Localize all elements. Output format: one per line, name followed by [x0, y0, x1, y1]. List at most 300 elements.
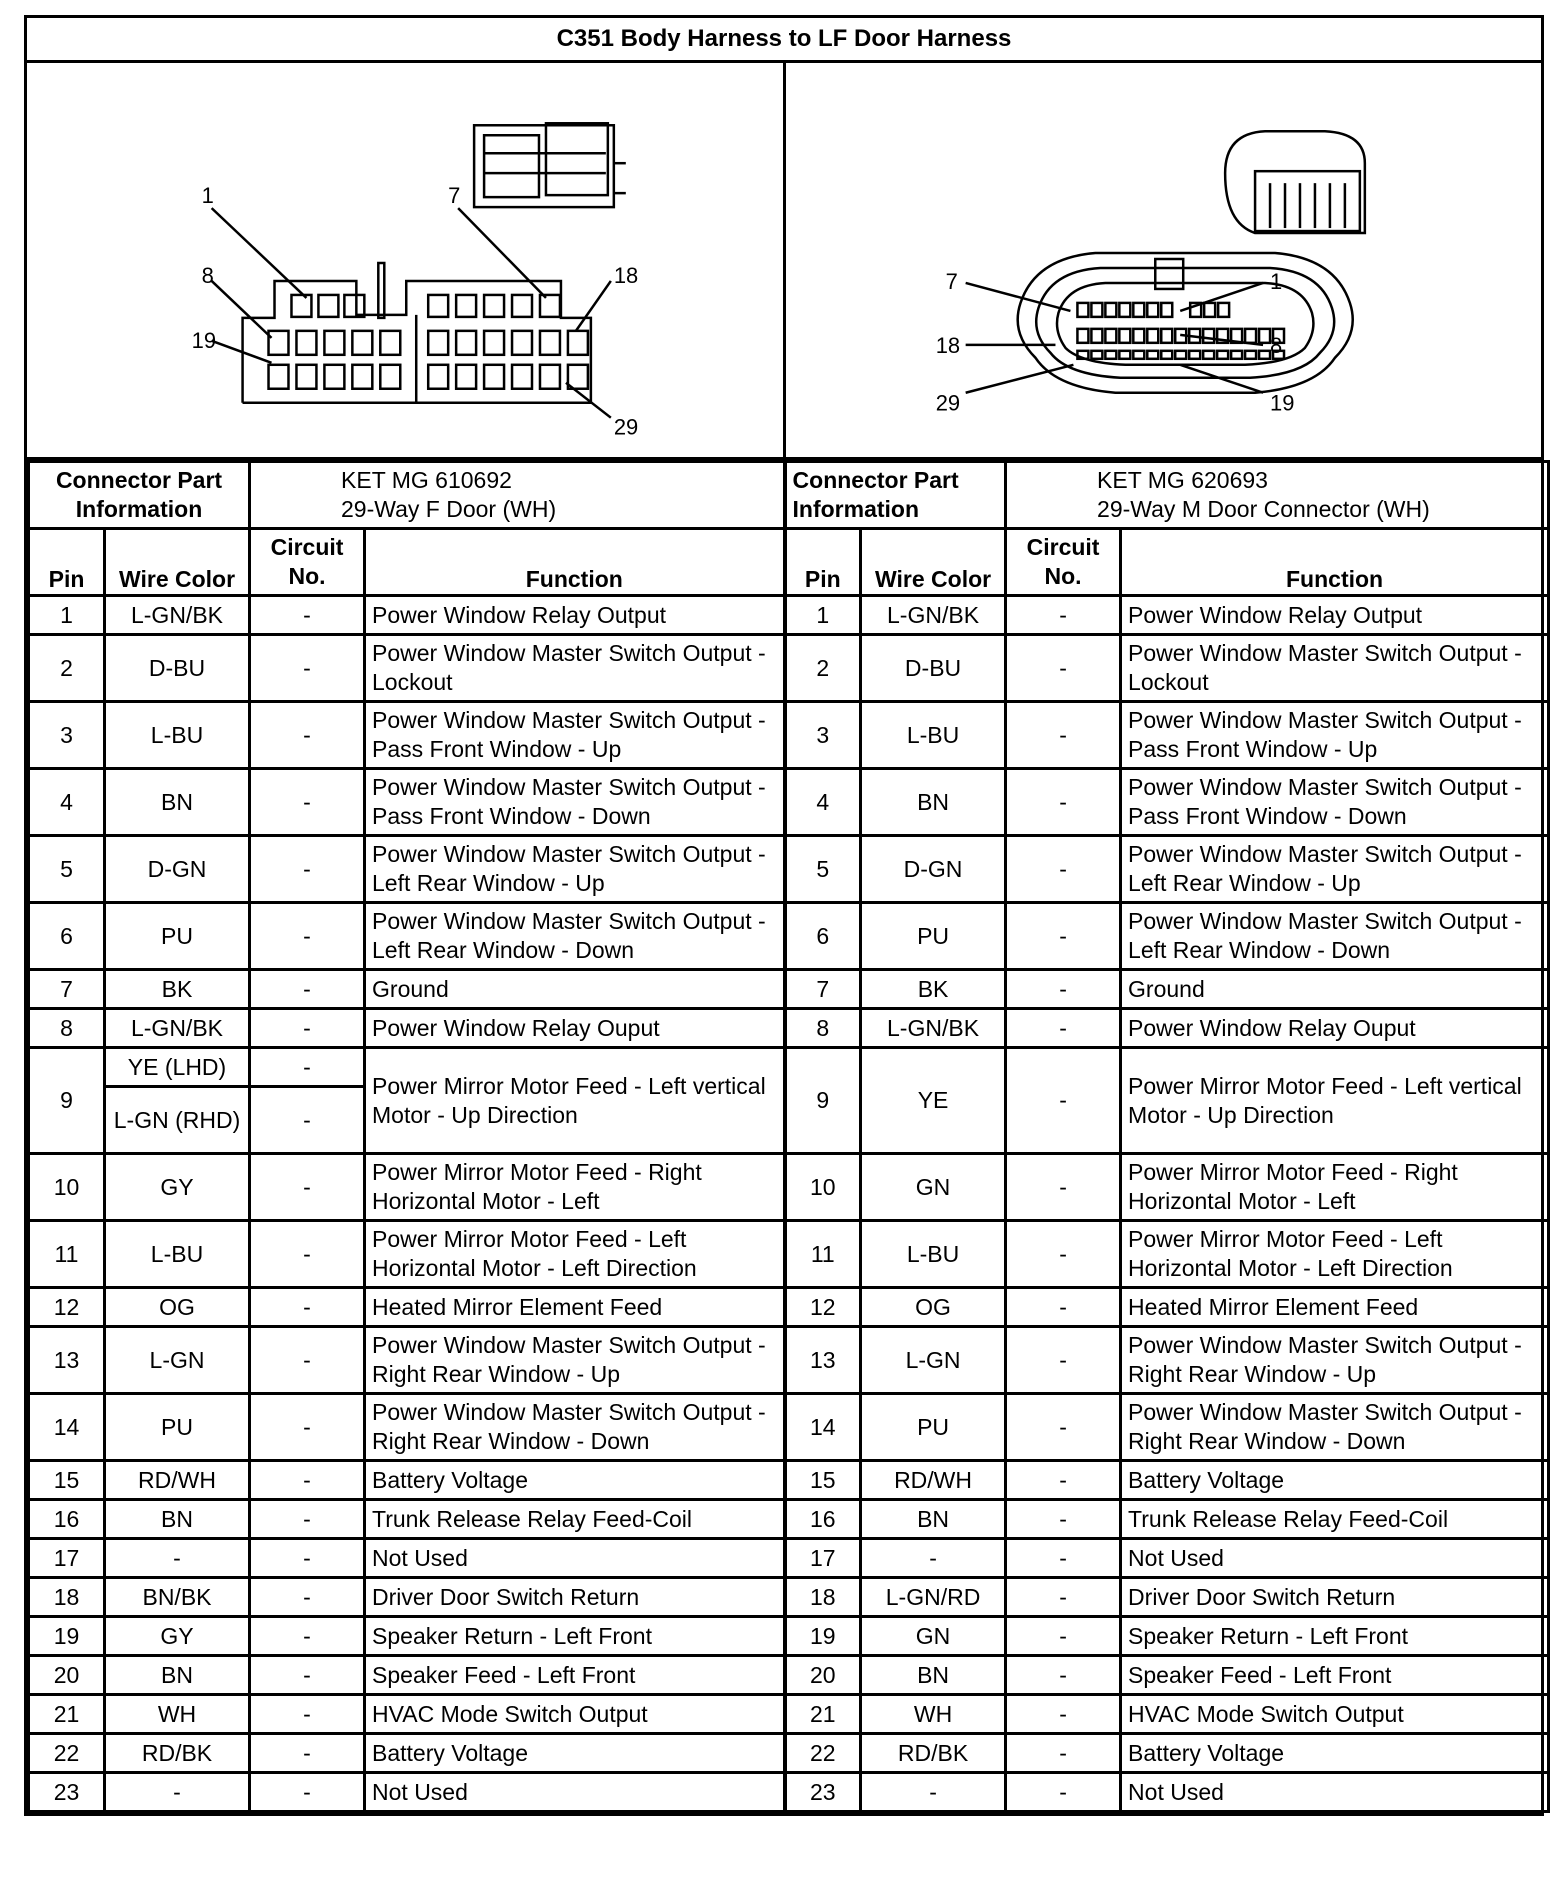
right-circuit: -	[1006, 1773, 1121, 1812]
pin-cell: 22	[785, 1734, 861, 1773]
table-row	[29, 1734, 1549, 1773]
pin-cavity	[1147, 351, 1158, 359]
pin-cell: 3	[785, 702, 861, 769]
right-circuit: -	[1006, 1048, 1121, 1154]
left-circuit: -	[250, 1154, 365, 1221]
left-function: Power Window Master Switch Output - Right Rear Window - Up	[365, 1327, 785, 1394]
left-function: Power Window Master Switch Output - Left Rear Window - Up	[365, 836, 785, 903]
right-connector-iso-icon	[1225, 131, 1365, 233]
pin-cavity	[318, 295, 338, 317]
pin-cavity	[296, 331, 316, 355]
left-wire-color: PU	[105, 903, 250, 970]
right-function: Power Window Master Switch Output - Lockout	[1121, 635, 1549, 702]
pin-cavity	[1161, 303, 1172, 317]
left-wire-color: D-GN	[105, 836, 250, 903]
pin-cell: 21	[29, 1695, 105, 1734]
left-wire-color: RD/WH	[105, 1461, 250, 1500]
pin-cell: 6	[29, 903, 105, 970]
left-wire-color: GY	[105, 1154, 250, 1221]
table-row	[29, 1394, 1549, 1461]
pin-cell: 18	[785, 1578, 861, 1617]
right-part-description: 29-Way M Door Connector (WH)	[1097, 496, 1430, 522]
right-circuit: -	[1006, 1617, 1121, 1656]
right-function: Battery Voltage	[1121, 1734, 1549, 1773]
right-function: Power Window Master Switch Output - Right Rear Window - Up	[1121, 1327, 1549, 1394]
right-wire-color: BK	[861, 970, 1006, 1009]
right-circuit: -	[1006, 596, 1121, 635]
left-function: Heated Mirror Element Feed	[365, 1288, 785, 1327]
pin-cavity	[1161, 351, 1172, 359]
right-function: Power Window Master Switch Output - Pass Front Window - Up	[1121, 702, 1549, 769]
left-circuit: -	[250, 635, 365, 702]
right-circuit: -	[1006, 1327, 1121, 1394]
table-row	[29, 702, 1549, 769]
right-wire-color: D-BU	[861, 635, 1006, 702]
right-part-number: KET MG 620693	[1097, 467, 1268, 493]
left-pin-label: 8	[201, 262, 214, 288]
right-info-label: Connector Part Information	[785, 462, 1006, 529]
pin-cavity	[1147, 329, 1158, 343]
right-function: Power Window Master Switch Output - Left Rear Window - Down	[1121, 903, 1549, 970]
pin-cavity	[1147, 303, 1158, 317]
pin-cavity	[456, 331, 476, 355]
left-part-info	[250, 462, 785, 529]
left-wire-color: L-GN/BK	[105, 1009, 250, 1048]
pin-cell: 16	[785, 1500, 861, 1539]
pin-cell: 12	[29, 1288, 105, 1327]
right-part-info	[1006, 462, 1549, 529]
pin-cavity	[296, 365, 316, 389]
table-row	[29, 1009, 1549, 1048]
table-row	[29, 1617, 1549, 1656]
pin-cell: 4	[785, 769, 861, 836]
right-circuit: -	[1006, 702, 1121, 769]
header-circuit: Circuit No.	[1006, 529, 1121, 596]
right-function: Speaker Return - Left Front	[1121, 1617, 1549, 1656]
right-pin-label: 18	[935, 332, 960, 358]
right-function: Power Window Master Switch Output - Left Rear Window - Up	[1121, 836, 1549, 903]
right-connector-face	[1017, 253, 1352, 393]
left-circuit: -	[250, 1221, 365, 1288]
pin-cavity	[428, 365, 448, 389]
left-function: Power Window Master Switch Output - Pass Front Window - Up	[365, 702, 785, 769]
right-wire-color: L-BU	[861, 702, 1006, 769]
left-circuit: -	[250, 1288, 365, 1327]
pin-cell: 1	[785, 596, 861, 635]
pin-cavity	[380, 331, 400, 355]
right-pin-label: 1	[1269, 268, 1282, 294]
right-wire-color: L-GN/BK	[861, 1009, 1006, 1048]
pin-cavity	[1077, 351, 1088, 359]
right-function: Power Window Relay Output	[1121, 596, 1549, 635]
pin-cavity	[484, 295, 504, 317]
left-wire-color: BN	[105, 769, 250, 836]
pin-cell: 8	[785, 1009, 861, 1048]
pin-cavity	[1259, 351, 1270, 359]
pin-cavity	[1203, 351, 1214, 359]
right-circuit: -	[1006, 769, 1121, 836]
right-function: Not Used	[1121, 1773, 1549, 1812]
pin-cell: 7	[29, 970, 105, 1009]
left-connector-face-drawing	[27, 63, 783, 457]
left-circuit: -	[250, 1773, 365, 1812]
pin-cell: 11	[785, 1221, 861, 1288]
left-circuit: -	[250, 769, 365, 836]
right-circuit: -	[1006, 1500, 1121, 1539]
left-part-description: 29-Way F Door (WH)	[341, 496, 557, 522]
pin-cell: 9	[785, 1048, 861, 1154]
right-circuit: -	[1006, 1734, 1121, 1773]
pin-cavity	[1091, 303, 1102, 317]
left-pin-label: 18	[613, 262, 639, 288]
header-pin: Pin	[785, 529, 861, 596]
pin-cell: 18	[29, 1578, 105, 1617]
left-part-number: KET MG 610692	[341, 467, 512, 493]
right-circuit: -	[1006, 1221, 1121, 1288]
left-circuit: -	[250, 1539, 365, 1578]
header-wire-color: Wire Color	[861, 529, 1006, 596]
left-function: HVAC Mode Switch Output	[365, 1695, 785, 1734]
pin-cavity	[1217, 351, 1228, 359]
left-function: Not Used	[365, 1539, 785, 1578]
pin-cell: 1	[29, 596, 105, 635]
right-circuit: -	[1006, 1695, 1121, 1734]
left-function: Power Window Master Switch Output - Lockout	[365, 635, 785, 702]
pin-cell: 20	[29, 1656, 105, 1695]
left-circuit: -	[250, 1500, 365, 1539]
left-function: Speaker Feed - Left Front	[365, 1656, 785, 1695]
right-wire-color: BN	[861, 1656, 1006, 1695]
header-function: Function	[365, 529, 785, 596]
left-wire-color: L-BU	[105, 702, 250, 769]
right-function: Not Used	[1121, 1539, 1549, 1578]
right-function: Ground	[1121, 970, 1549, 1009]
right-wire-color: -	[861, 1539, 1006, 1578]
left-wire-color: BN	[105, 1656, 250, 1695]
right-wire-color: D-GN	[861, 836, 1006, 903]
left-function: Power Mirror Motor Feed - Right Horizontal Motor - Left	[365, 1154, 785, 1221]
pin-cell: 13	[785, 1327, 861, 1394]
left-circuit: -	[250, 1048, 365, 1087]
left-circuit: -	[250, 1394, 365, 1461]
left-wire-color: GY	[105, 1617, 250, 1656]
table-row	[29, 1773, 1549, 1812]
left-function: Not Used	[365, 1773, 785, 1812]
left-function: Power Mirror Motor Feed - Left Horizontal Motor - Left Direction	[365, 1221, 785, 1288]
pin-cell: 14	[29, 1394, 105, 1461]
right-wire-color: -	[861, 1773, 1006, 1812]
table-row	[29, 1221, 1549, 1288]
pin-cavity	[512, 365, 532, 389]
pin-cell: 15	[29, 1461, 105, 1500]
pin-cell: 11	[29, 1221, 105, 1288]
pin-cavity	[512, 331, 532, 355]
left-function: Battery Voltage	[365, 1461, 785, 1500]
pin-cavity	[456, 365, 476, 389]
left-function: Speaker Return - Left Front	[365, 1617, 785, 1656]
right-circuit: -	[1006, 1656, 1121, 1695]
pin-cavity	[352, 331, 372, 355]
pin-cell: 23	[785, 1773, 861, 1812]
left-function: Power Window Master Switch Output - Pass Front Window - Down	[365, 769, 785, 836]
pin-cavity	[1203, 329, 1214, 343]
table-row	[29, 635, 1549, 702]
left-circuit: -	[250, 1578, 365, 1617]
pin-cavity	[512, 295, 532, 317]
pin-cell: 16	[29, 1500, 105, 1539]
left-pin-label: 1	[201, 183, 214, 209]
left-circuit: -	[250, 970, 365, 1009]
left-function: Power Window Relay Ouput	[365, 1009, 785, 1048]
table-row	[29, 1656, 1549, 1695]
pin-cavity	[568, 331, 588, 355]
pin-cavity	[380, 365, 400, 389]
pin-cell: 5	[29, 836, 105, 903]
pin-cell: 21	[785, 1695, 861, 1734]
table-row	[29, 1578, 1549, 1617]
pin-cell: 20	[785, 1656, 861, 1695]
left-circuit: -	[250, 1695, 365, 1734]
pin-cavity	[484, 331, 504, 355]
pin-cell: 23	[29, 1773, 105, 1812]
right-function: Battery Voltage	[1121, 1461, 1549, 1500]
left-info-label: Connector Part Information	[29, 462, 250, 529]
pin-cell: 13	[29, 1327, 105, 1394]
pin-cavity	[1091, 329, 1102, 343]
right-circuit: -	[1006, 1461, 1121, 1500]
pin-cavity	[344, 295, 364, 317]
left-wire-color: D-BU	[105, 635, 250, 702]
right-circuit: -	[1006, 635, 1121, 702]
right-wire-color: L-GN/RD	[861, 1578, 1006, 1617]
left-circuit: -	[250, 903, 365, 970]
pin-cavity	[1161, 329, 1172, 343]
left-wire-color: -	[105, 1539, 250, 1578]
pin-cavity	[1175, 351, 1186, 359]
left-circuit: -	[250, 1656, 365, 1695]
left-wire-color: L-GN/BK	[105, 596, 250, 635]
table-row	[29, 903, 1549, 970]
pin-cavity	[428, 295, 448, 317]
right-function: Power Window Master Switch Output - Right Rear Window - Down	[1121, 1394, 1549, 1461]
pin-cavity	[428, 331, 448, 355]
header-circuit: Circuit No.	[250, 529, 365, 596]
header-function: Function	[1121, 529, 1549, 596]
left-wire-color: PU	[105, 1394, 250, 1461]
right-function: Speaker Feed - Left Front	[1121, 1656, 1549, 1695]
right-wire-color: GN	[861, 1154, 1006, 1221]
left-function: Power Mirror Motor Feed - Left vertical Motor - Up Direction	[365, 1048, 785, 1154]
left-wire-color: L-GN	[105, 1327, 250, 1394]
left-function: Power Window Relay Output	[365, 596, 785, 635]
header-pin: Pin	[29, 529, 105, 596]
table-row	[29, 1695, 1549, 1734]
right-connector-diagram	[786, 63, 1542, 457]
left-function: Driver Door Switch Return	[365, 1578, 785, 1617]
left-function: Power Window Master Switch Output - Right Rear Window - Down	[365, 1394, 785, 1461]
pin-cavity	[1189, 351, 1200, 359]
pin-cavity	[1105, 329, 1116, 343]
pin-cavity	[291, 295, 311, 317]
right-function: Power Mirror Motor Feed - Left Horizontal Motor - Left Direction	[1121, 1221, 1549, 1288]
pin-cavity	[484, 365, 504, 389]
right-wire-color: L-GN	[861, 1327, 1006, 1394]
pin-cell: 4	[29, 769, 105, 836]
page-title: C351 Body Harness to LF Door Harness	[27, 18, 1541, 63]
left-circuit: -	[250, 1009, 365, 1048]
right-pin-label: 7	[945, 268, 958, 294]
right-function: Trunk Release Relay Feed-Coil	[1121, 1500, 1549, 1539]
pin-cavity	[1133, 329, 1144, 343]
table-row	[29, 1288, 1549, 1327]
left-wire-color: OG	[105, 1288, 250, 1327]
right-circuit: -	[1006, 836, 1121, 903]
pin-cell: 2	[29, 635, 105, 702]
pin-cavity	[1133, 351, 1144, 359]
right-pin-label: 19	[1269, 390, 1294, 416]
left-circuit: -	[250, 596, 365, 635]
left-wire-color: L-GN (RHD)	[105, 1087, 250, 1154]
table-row	[29, 769, 1549, 836]
left-function: Power Window Master Switch Output - Left Rear Window - Down	[365, 903, 785, 970]
pin-cell: 17	[785, 1539, 861, 1578]
pin-cavity	[1091, 351, 1102, 359]
left-circuit: -	[250, 1461, 365, 1500]
left-circuit: -	[250, 1734, 365, 1773]
left-connector-iso-icon	[474, 123, 626, 207]
pin-cavity	[1204, 303, 1215, 317]
left-circuit: -	[250, 836, 365, 903]
left-wire-color: WH	[105, 1695, 250, 1734]
table-row	[29, 1327, 1549, 1394]
left-wire-color: BN	[105, 1500, 250, 1539]
pin-cell: 22	[29, 1734, 105, 1773]
pinout-table	[27, 460, 1550, 1813]
right-wire-color: L-BU	[861, 1221, 1006, 1288]
pin-cavity	[1231, 351, 1242, 359]
right-wire-color: BN	[861, 769, 1006, 836]
pin-cavity	[1133, 303, 1144, 317]
pin-cavity	[352, 365, 372, 389]
left-wire-color: L-BU	[105, 1221, 250, 1288]
right-pin-label: 8	[1269, 332, 1282, 358]
pin-cavity	[1119, 329, 1130, 343]
right-circuit: -	[1006, 970, 1121, 1009]
pin-cell: 6	[785, 903, 861, 970]
pin-cavity	[1119, 303, 1130, 317]
pin-cell: 10	[29, 1154, 105, 1221]
right-circuit: -	[1006, 1539, 1121, 1578]
header-wire-color: Wire Color	[105, 529, 250, 596]
right-wire-color: BN	[861, 1500, 1006, 1539]
left-wire-color: -	[105, 1773, 250, 1812]
pin-cell: 19	[29, 1617, 105, 1656]
pin-cavity	[1259, 329, 1270, 343]
pin-cell: 12	[785, 1288, 861, 1327]
connector-info-row	[29, 462, 1549, 529]
right-wire-color: YE	[861, 1048, 1006, 1154]
right-circuit: -	[1006, 903, 1121, 970]
connector-sheet	[24, 15, 1544, 1816]
left-pin-label: 7	[448, 183, 461, 209]
pin-cell: 9	[29, 1048, 105, 1154]
right-function: Power Mirror Motor Feed - Right Horizontal Motor - Left	[1121, 1154, 1549, 1221]
table-row	[29, 596, 1549, 635]
left-wire-color: BN/BK	[105, 1578, 250, 1617]
pin-cavity	[269, 331, 289, 355]
right-function: Power Window Relay Ouput	[1121, 1009, 1549, 1048]
column-header-row	[29, 529, 1549, 596]
table-row	[29, 1461, 1549, 1500]
right-wire-color: L-GN/BK	[861, 596, 1006, 635]
pin-cavity	[540, 365, 560, 389]
left-wire-color: YE (LHD)	[105, 1048, 250, 1087]
left-function: Trunk Release Relay Feed-Coil	[365, 1500, 785, 1539]
right-circuit: -	[1006, 1009, 1121, 1048]
pin-cavity	[1119, 351, 1130, 359]
table-row	[29, 1154, 1549, 1221]
right-circuit: -	[1006, 1578, 1121, 1617]
left-pin-label: 29	[613, 414, 639, 440]
left-circuit: -	[250, 1087, 365, 1154]
left-wire-color: BK	[105, 970, 250, 1009]
left-circuit: -	[250, 1617, 365, 1656]
pin-cavity	[324, 365, 344, 389]
pin-cavity	[324, 331, 344, 355]
right-wire-color: PU	[861, 1394, 1006, 1461]
pin-cavity	[1245, 329, 1256, 343]
pin-cell: 2	[785, 635, 861, 702]
right-function: Power Mirror Motor Feed - Left vertical Motor - Up Direction	[1121, 1048, 1549, 1154]
right-function: Power Window Master Switch Output - Pass Front Window - Down	[1121, 769, 1549, 836]
right-wire-color: PU	[861, 903, 1006, 970]
pin-cell: 19	[785, 1617, 861, 1656]
connector-diagrams	[27, 63, 1541, 460]
left-circuit: -	[250, 702, 365, 769]
right-wire-color: OG	[861, 1288, 1006, 1327]
table-row	[29, 1539, 1549, 1578]
right-wire-color: GN	[861, 1617, 1006, 1656]
pin-cavity	[540, 331, 560, 355]
pin-cavity	[1245, 351, 1256, 359]
pin-cell: 5	[785, 836, 861, 903]
table-row	[29, 836, 1549, 903]
right-function: HVAC Mode Switch Output	[1121, 1695, 1549, 1734]
right-connector-face-drawing	[786, 63, 1542, 457]
pin-cavity	[1077, 329, 1088, 343]
right-wire-color: WH	[861, 1695, 1006, 1734]
left-connector-diagram	[27, 63, 786, 457]
left-function: Ground	[365, 970, 785, 1009]
pin-cavity	[1077, 303, 1088, 317]
pin-cell: 15	[785, 1461, 861, 1500]
right-function: Driver Door Switch Return	[1121, 1578, 1549, 1617]
right-wire-color: RD/WH	[861, 1461, 1006, 1500]
right-function: Heated Mirror Element Feed	[1121, 1288, 1549, 1327]
pin-cavity	[1105, 303, 1116, 317]
pin-cell: 7	[785, 970, 861, 1009]
right-circuit: -	[1006, 1394, 1121, 1461]
pin-cavity	[1105, 351, 1116, 359]
left-circuit: -	[250, 1327, 365, 1394]
right-circuit: -	[1006, 1288, 1121, 1327]
pin-cell: 3	[29, 702, 105, 769]
pin-cell: 8	[29, 1009, 105, 1048]
left-connector-face	[243, 263, 591, 403]
table-row	[29, 1500, 1549, 1539]
table-row	[29, 1048, 1549, 1087]
right-pin-label: 29	[935, 390, 960, 416]
